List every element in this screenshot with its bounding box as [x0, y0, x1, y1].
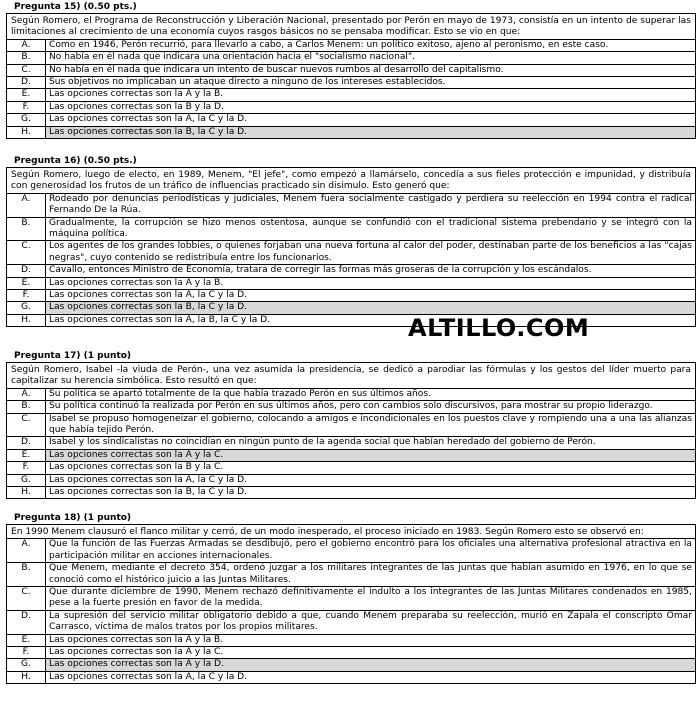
option-text: Las opciones correctas son la A y la C.: [46, 647, 696, 659]
option-text: Las opciones correctas son la B y la C.: [46, 462, 696, 474]
question-title: Pregunta 16) (0.50 pts.): [14, 156, 137, 166]
option-text: Las opciones correctas son la A, la C y la D.: [46, 474, 696, 486]
option-text: Los agentes de los grandes lobbies, o quienes forjaban una nueva fortuna al calor del poder, destinaban parte de los beneficios a las "cajas negras", cuyo contenido se redistribuía entre los funcionarios.: [46, 241, 696, 265]
option-letter: F.: [7, 290, 46, 302]
option-letter: G.: [7, 474, 46, 486]
option-text: Cavallo, entonces Ministro de Economía, tratara de corregir las formas más groseras de la corrupción y los escándalos.: [46, 265, 696, 277]
answer-option[interactable]: [7, 671, 696, 683]
option-text: Que Menem, mediante el decreto 354, ordenó juzgar a los militares integrantes de las juntas que habían asumido en 1976, en lo que se conoció como el histórico juicio a las Juntas Militares.: [46, 563, 696, 587]
question-title: Pregunta 17) (1 punto): [14, 351, 132, 361]
answer-option[interactable]: [7, 314, 696, 326]
watermark: ALTILLO.COM: [408, 314, 590, 342]
answer-option[interactable]: [7, 101, 696, 113]
option-letter: E.: [7, 634, 46, 646]
option-letter: E.: [7, 89, 46, 101]
option-text: Su política continuó la realizada por Perón en sus últimos años, pero con cambios solo discursivos, para mostrar su propio liderazgo.: [46, 401, 696, 413]
answer-option[interactable]: [7, 290, 696, 302]
option-letter: D.: [7, 610, 46, 634]
option-letter: A.: [7, 388, 46, 400]
option-text: Que la función de las Fuerzas Armadas se desdibujó, pero el gobierno encontró para los oficiales una alternativa profesional atractiva en la participación militar en acciones internacionales.: [46, 539, 696, 563]
option-text: Las opciones correctas son la A y la D.: [46, 659, 696, 671]
answer-option[interactable]: [7, 126, 696, 138]
option-text: No había en él nada que indicara una orientación hacia el "socialismo nacional".: [46, 52, 696, 64]
option-letter: D.: [7, 265, 46, 277]
option-text: Rodeado por denuncias periodísticas y judiciales, Menem fuera socialmente castigado y perdiera su reelección en 1994 contra el radical Fernando De la Rúa.: [46, 193, 696, 217]
question-stem-row: [7, 363, 696, 389]
option-text: Las opciones correctas son la B, la C y la D.: [46, 487, 696, 499]
option-letter: B.: [7, 401, 46, 413]
option-text: Las opciones correctas son la B, la C y la D.: [46, 302, 696, 314]
answer-option[interactable]: [7, 474, 696, 486]
option-letter: G.: [7, 114, 46, 126]
option-letter: E.: [7, 277, 46, 289]
answer-option[interactable]: [7, 659, 696, 671]
option-text: Que durante diciembre de 1990, Menem rechazó definitivamente el indulto a los integrantes de las Juntas Militares condenados en 1985, pese a la fuerte presión en favor de la medida.: [46, 587, 696, 611]
option-letter: A.: [7, 39, 46, 51]
option-letter: H.: [7, 126, 46, 138]
question-15: [6, 2, 696, 139]
answer-option[interactable]: [7, 401, 696, 413]
answer-option[interactable]: [7, 52, 696, 64]
option-letter: C.: [7, 413, 46, 437]
option-text: Las opciones correctas son la A, la C y la D.: [46, 671, 696, 683]
option-letter: D.: [7, 77, 46, 89]
option-text: Las opciones correctas son la B y la D.: [46, 101, 696, 113]
option-letter: B.: [7, 563, 46, 587]
option-text: Isabel y los sindicalistas no coincidían en ningún punto de la agenda social que habían heredado del gobierno de Perón.: [46, 437, 696, 449]
option-text: Las opciones correctas son la B, la C y la D.: [46, 126, 696, 138]
question-title: Pregunta 15) (0.50 pts.): [14, 2, 137, 12]
answer-option[interactable]: [7, 634, 696, 646]
answer-option[interactable]: [7, 487, 696, 499]
question-stem-row: [7, 14, 696, 40]
option-letter: H.: [7, 487, 46, 499]
answer-option[interactable]: [7, 462, 696, 474]
option-text: Las opciones correctas son la A y la C.: [46, 449, 696, 461]
option-text: Las opciones correctas son la A, la B, la C y la D.: [46, 314, 696, 326]
answer-option[interactable]: [7, 241, 696, 265]
question-16: [6, 156, 696, 327]
option-letter: C.: [7, 587, 46, 611]
answer-option[interactable]: [7, 388, 696, 400]
question-title: Pregunta 18) (1 punto): [14, 513, 132, 523]
option-text: Las opciones correctas son la A, la C y la D.: [46, 114, 696, 126]
answer-option[interactable]: [7, 647, 696, 659]
option-text: Gradualmente, la corrupción se hizo menos ostentosa, aunque se confundió con el tradicional sistema prebendario y se integró con la máquina política.: [46, 217, 696, 241]
answer-option[interactable]: [7, 64, 696, 76]
option-text: Las opciones correctas son la A, la C y la D.: [46, 290, 696, 302]
answer-option[interactable]: [7, 413, 696, 437]
question-table: [6, 524, 696, 684]
answer-option[interactable]: [7, 610, 696, 634]
option-letter: F.: [7, 647, 46, 659]
question-stem: Según Romero, el Programa de Reconstrucción y Liberación Nacional, presentado por Perón en mayo de 1973, consistía en un intento de superar las limitaciones al crecimiento de una economía cuyos rasgos básicos no se pensaba modificar. Esto se vio en que:: [7, 14, 696, 40]
option-letter: H.: [7, 314, 46, 326]
option-letter: H.: [7, 671, 46, 683]
option-text: Sus objetivos no implicaban un ataque directo a ninguno de los intereses establecidos.: [46, 77, 696, 89]
answer-option[interactable]: [7, 563, 696, 587]
answer-option[interactable]: [7, 89, 696, 101]
option-text: La supresión del servicio militar obligatorio debido a que, cuando Menem preparaba su reelección, murió en Zapala el conscripto Omar Carrasco, víctima de malos tratos por los propios militares.: [46, 610, 696, 634]
answer-option[interactable]: [7, 77, 696, 89]
option-text: Isabel se propuso homogeneizar el gobierno, colocando a amigos e incondicionales en los puestos clave y rompiendo una a una las alianzas que había tejido Perón.: [46, 413, 696, 437]
option-letter: G.: [7, 302, 46, 314]
question-table: [6, 362, 696, 499]
question-stem-row: [7, 525, 696, 539]
answer-option[interactable]: [7, 587, 696, 611]
question-table: [6, 13, 696, 139]
answer-option[interactable]: [7, 539, 696, 563]
option-letter: A.: [7, 193, 46, 217]
option-letter: A.: [7, 539, 46, 563]
option-letter: B.: [7, 217, 46, 241]
option-text: Las opciones correctas son la A y la B.: [46, 277, 696, 289]
answer-option[interactable]: [7, 437, 696, 449]
question-stem: Según Romero, Isabel -la viuda de Perón-, una vez asumida la presidencia, se dedicó a parodiar las fórmulas y los gestos del líder muerto para capitalizar su herencia simbólica. Esto resultó en que:: [7, 363, 696, 389]
question-stem-row: [7, 168, 696, 194]
option-text: Como en 1946, Perón recurrió, para llevarlo a cabo, a Carlos Menem: un político exitoso, ajeno al peronismo, en este caso.: [46, 39, 696, 51]
answer-option[interactable]: [7, 277, 696, 289]
answer-option[interactable]: [7, 302, 696, 314]
option-letter: C.: [7, 64, 46, 76]
option-text: No había en él nada que indicara un intento de buscar nuevos rumbos al desarrollo del capitalismo.: [46, 64, 696, 76]
question-stem: En 1990 Menem clausuró el flanco militar y cerró, de un modo inesperado, el proceso iniciado en 1983. Según Romero esto se observó en:: [7, 525, 696, 539]
answer-option[interactable]: [7, 193, 696, 217]
question-stem: Según Romero, luego de electo, en 1989, Menem, "El jefe", como empezó a llamárselo, concedía a sus fieles protección e impunidad, y distribuía con generosidad los frutos de un tráfico de influencias practicado sin disimulo. Esto generó que:: [7, 168, 696, 194]
option-text: Su política se apartó totalmente de la que había trazado Perón en sus últimos años.: [46, 388, 696, 400]
question-18: [6, 513, 696, 684]
answer-option[interactable]: [7, 217, 696, 241]
answer-option[interactable]: [7, 114, 696, 126]
option-letter: E.: [7, 449, 46, 461]
option-letter: D.: [7, 437, 46, 449]
answer-option[interactable]: [7, 39, 696, 51]
answer-option[interactable]: [7, 265, 696, 277]
answer-option[interactable]: [7, 449, 696, 461]
option-letter: C.: [7, 241, 46, 265]
option-text: Las opciones correctas son la A y la B.: [46, 634, 696, 646]
option-text: Las opciones correctas son la A y la B.: [46, 89, 696, 101]
option-letter: B.: [7, 52, 46, 64]
question-17: [6, 351, 696, 499]
option-letter: G.: [7, 659, 46, 671]
option-letter: F.: [7, 462, 46, 474]
option-letter: F.: [7, 101, 46, 113]
question-table: [6, 167, 696, 327]
